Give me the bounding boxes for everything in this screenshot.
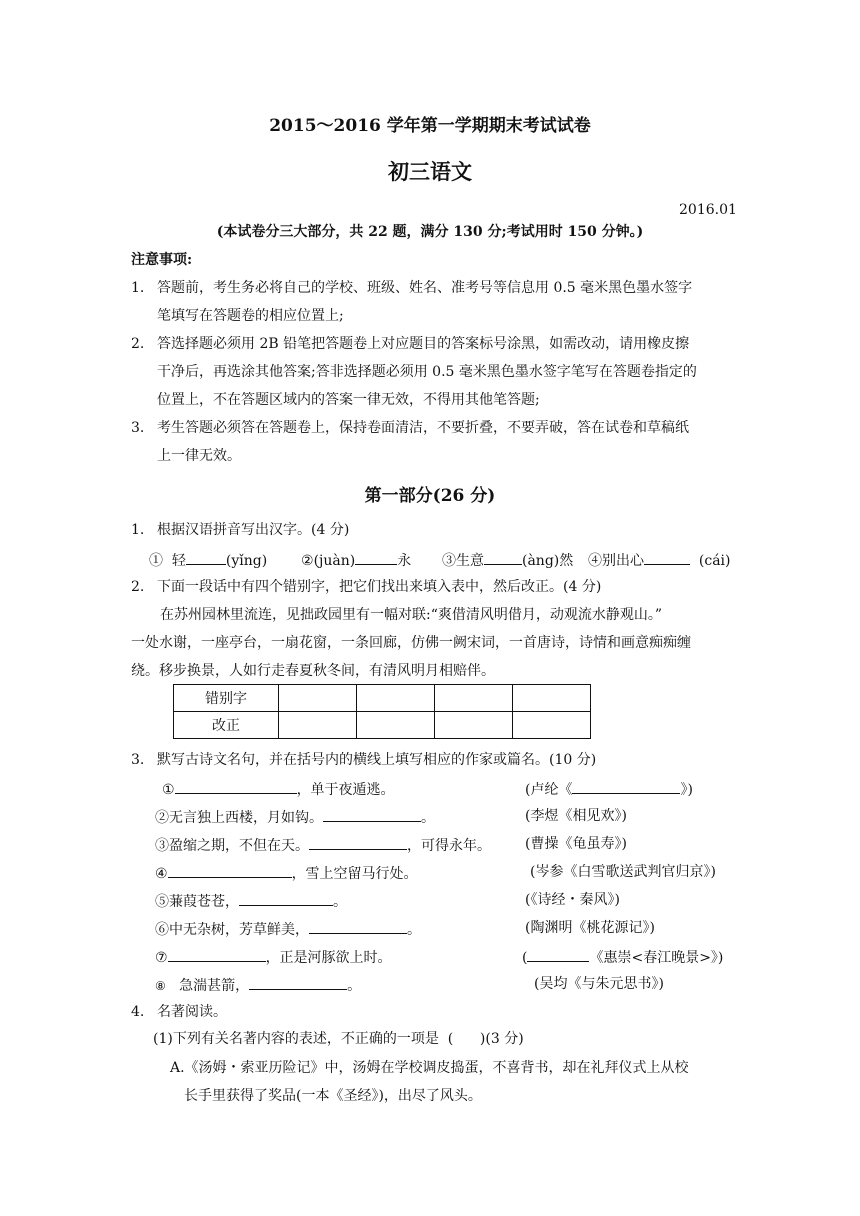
subject-title: 初三语文 bbox=[388, 159, 472, 184]
question-text: 名著阅读。 bbox=[157, 1004, 227, 1020]
pinyin-item: ③生意 (àng)然 bbox=[442, 549, 573, 571]
passage-line: 在苏州园林里流连，见拙政园里有一幅对联:“爽借清风明借月，动观流水静观山。” bbox=[160, 607, 663, 623]
answer-blank[interactable] bbox=[309, 918, 407, 934]
question-number: 4. bbox=[131, 1004, 145, 1020]
note-number: 1. bbox=[131, 280, 145, 296]
passage-line: 一处水谢，一座亭台，一扇花窗，一条回廊，仿佛一阙宋词，一首唐诗，诗情和画意痴痴缠 bbox=[131, 635, 691, 651]
source-line: (曹操《龟虽寿》) bbox=[525, 836, 627, 852]
answer-blank[interactable] bbox=[168, 946, 266, 962]
source-line: (《诗经・秦风》) bbox=[525, 892, 620, 908]
exam-date: 2016.01 bbox=[679, 202, 737, 218]
answer-blank[interactable] bbox=[175, 778, 297, 794]
answer-blank[interactable] bbox=[644, 549, 690, 565]
note-line: 上一律无效。 bbox=[157, 448, 241, 464]
exam-title: 2015～2016 学年第一学期期末考试试卷 bbox=[269, 116, 591, 136]
correction-table bbox=[173, 684, 591, 739]
table-cell[interactable] bbox=[513, 685, 591, 712]
subquestion-text: (1)下列有关名著内容的表述，不正确的一项是 ( )(3 分) bbox=[153, 1031, 524, 1047]
poem-line: ① ，单于夜遁逃。 bbox=[162, 778, 395, 800]
poem-line: ③盈缩之期，不但在天。 ，可得永年。 bbox=[155, 834, 491, 856]
source-line: (岑参《白雪歌送武判官归京》) bbox=[530, 864, 716, 880]
table-cell[interactable] bbox=[357, 712, 435, 739]
table-row bbox=[174, 685, 591, 712]
answer-blank[interactable] bbox=[484, 549, 522, 565]
source-line: ( 《惠崇<春江晚景>》) bbox=[522, 946, 723, 968]
note-line: 干净后，再选涂其他答案;答非选择题必须用 0.5 毫米黑色墨水签字笔写在答题卷指定的 bbox=[157, 364, 697, 380]
answer-blank[interactable] bbox=[323, 806, 421, 822]
poem-line: ④ ，雪上空留马行处。 bbox=[155, 862, 418, 884]
pinyin-item: ②(juàn) 永 bbox=[301, 549, 411, 571]
table-cell[interactable] bbox=[279, 712, 357, 739]
answer-blank[interactable] bbox=[527, 946, 589, 962]
answer-blank[interactable] bbox=[239, 890, 333, 906]
note-line: 答选择题必须用 2B 铅笔把答题卷上对应题目的答案标号涂黑，如需改动，请用橡皮擦 bbox=[157, 336, 690, 352]
note-number: 3. bbox=[131, 420, 145, 436]
table-cell[interactable] bbox=[513, 712, 591, 739]
table-row bbox=[174, 712, 591, 739]
answer-blank[interactable] bbox=[249, 974, 347, 990]
source-line: (陶渊明《桃花源记》) bbox=[525, 920, 655, 936]
poem-line: ⑧ 急湍甚箭， 。 bbox=[155, 974, 361, 996]
part1-heading: 第一部分(26 分) bbox=[364, 486, 496, 506]
question-number: 2. bbox=[131, 579, 145, 595]
answer-blank[interactable] bbox=[572, 778, 680, 794]
table-cell[interactable] bbox=[435, 712, 513, 739]
table-cell[interactable] bbox=[279, 685, 357, 712]
question-text: 默写古诗文名句，并在括号内的横线上填写相应的作家或篇名。(10 分) bbox=[157, 752, 597, 768]
note-line: 答题前，考生务必将自己的学校、班级、姓名、准考号等信息用 0.5 毫米黑色墨水签字 bbox=[157, 280, 693, 296]
notes-heading: 注意事项: bbox=[131, 252, 193, 268]
poem-line: ⑤蒹葭苍苍， 。 bbox=[155, 890, 347, 912]
question-number: 1. bbox=[131, 522, 145, 538]
table-cell[interactable] bbox=[357, 685, 435, 712]
question-text: 下面一段话中有四个错别字，把它们找出来填入表中，然后改正。(4 分) bbox=[157, 579, 602, 595]
option-a-line: 长手里获得了奖品(一本《圣经》)，出尽了风头。 bbox=[184, 1088, 482, 1104]
answer-blank[interactable] bbox=[186, 549, 226, 565]
source-line: (卢纶《 》) bbox=[525, 778, 693, 800]
poem-line: ②无言独上西楼，月如钩。 。 bbox=[155, 806, 435, 828]
answer-blank[interactable] bbox=[355, 549, 397, 565]
question-number: 3. bbox=[131, 752, 145, 768]
note-line: 位置上，不在答题区域内的答案一律无效，不得用其他笔答题; bbox=[157, 392, 540, 408]
source-line: (李煜《相见欢》) bbox=[525, 808, 627, 824]
table-row-label: 改正 bbox=[174, 712, 279, 739]
table-cell[interactable] bbox=[435, 685, 513, 712]
exam-info: (本试卷分三大部分，共 22 题，满分 130 分;考试用时 150 分钟。) bbox=[216, 224, 644, 240]
note-line: 考生答题必须答在答题卷上，保持卷面清洁，不要折叠，不要弄破，答在试卷和草稿纸 bbox=[157, 420, 689, 436]
note-number: 2. bbox=[131, 336, 145, 352]
answer-blank[interactable] bbox=[168, 862, 292, 878]
answer-blank[interactable] bbox=[309, 834, 407, 850]
table-row-label: 错别字 bbox=[174, 685, 279, 712]
passage-line: 绕。移步换景，人如行走春夏秋冬间，有清风明月相赔伴。 bbox=[131, 663, 495, 679]
poem-line: ⑦ ，正是河豚欲上时。 bbox=[155, 946, 392, 968]
poem-line: ⑥中无杂树，芳草鲜美， 。 bbox=[155, 918, 421, 940]
source-line: (吴均《与朱元思书》) bbox=[534, 976, 664, 992]
option-a-line: A.《汤姆・索亚历险记》中，汤姆在学校调皮捣蛋，不喜背书，却在礼拜仪式上从校 bbox=[170, 1060, 689, 1076]
question-text: 根据汉语拼音写出汉字。(4 分) bbox=[157, 522, 350, 538]
pinyin-item: ① 轻 (yǐng) bbox=[149, 549, 267, 571]
note-line: 笔填写在答题卷的相应位置上; bbox=[157, 308, 344, 324]
pinyin-item: ④别出心 (cái) bbox=[588, 549, 731, 571]
